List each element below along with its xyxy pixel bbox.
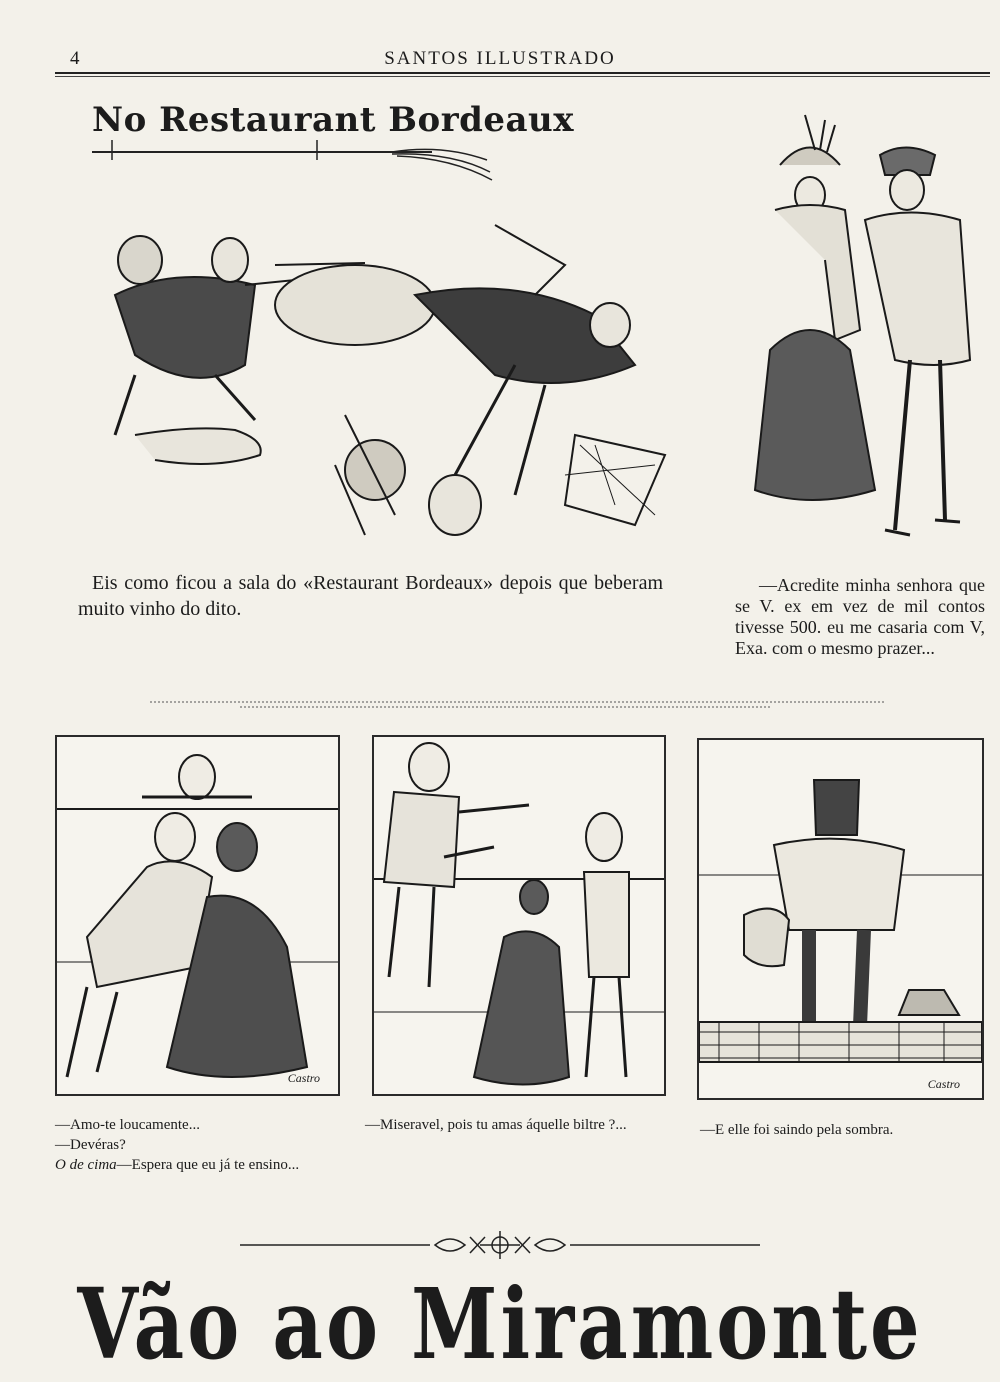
departure-scene (699, 740, 982, 1098)
running-head: SANTOS ILLUSTRADO (384, 48, 616, 69)
dotted-divider (150, 698, 885, 710)
restaurant-brawl-illustration (95, 205, 675, 550)
dialog-line (55, 1155, 338, 1175)
brawl-caption: Eis como ficou a sala do «Restaurant Bordeaux» depois que beberam muito vinho do dito. (78, 572, 663, 620)
dialog-line (365, 1115, 663, 1135)
confrontation-scene (374, 737, 664, 1094)
couple-illustration (735, 110, 980, 550)
ornamental-divider (240, 1225, 760, 1265)
panel-3-signature: Castro (927, 1077, 960, 1091)
comic-panel-confrontation (372, 735, 666, 1096)
dialog-text: —Espera que eu já te ensino... (116, 1157, 300, 1173)
comic-dialog-1 (55, 1115, 338, 1175)
header-rule (55, 72, 990, 74)
title-flourish (92, 140, 502, 190)
page-number: 4 (70, 48, 80, 69)
dialog-line (700, 1120, 983, 1140)
embrace-scene (57, 737, 338, 1094)
comic-dialog-3 (700, 1120, 983, 1140)
section-title: No Restaurant Bordeaux (92, 100, 575, 140)
header-rule-thin (55, 76, 990, 77)
panel-1-signature: Castro (287, 1071, 320, 1085)
dialog-text: —Amo-te loucamente... (55, 1117, 200, 1133)
comic-dialog-2 (365, 1115, 663, 1135)
dialog-text: —Miseravel, pois tu amas áquelle biltre ?... (365, 1117, 627, 1133)
dialog-text: —E elle foi saindo pela sombra. (700, 1122, 894, 1138)
couple-caption: —Acredite minha senhora que se V. ex em vez de mil contos tivesse 500. eu me casaria com V, Exa. com o mesmo prazer... (735, 575, 985, 658)
comic-panel-embrace (55, 735, 340, 1096)
dialog-speaker: O de cima (55, 1157, 117, 1173)
comic-panel-departure (697, 738, 984, 1100)
dialog-text: —Devéras? (55, 1137, 126, 1153)
miramonte-headline: Vão ao Miramonte (77, 1268, 923, 1382)
dialog-line (55, 1115, 338, 1135)
dialog-line (55, 1135, 338, 1155)
